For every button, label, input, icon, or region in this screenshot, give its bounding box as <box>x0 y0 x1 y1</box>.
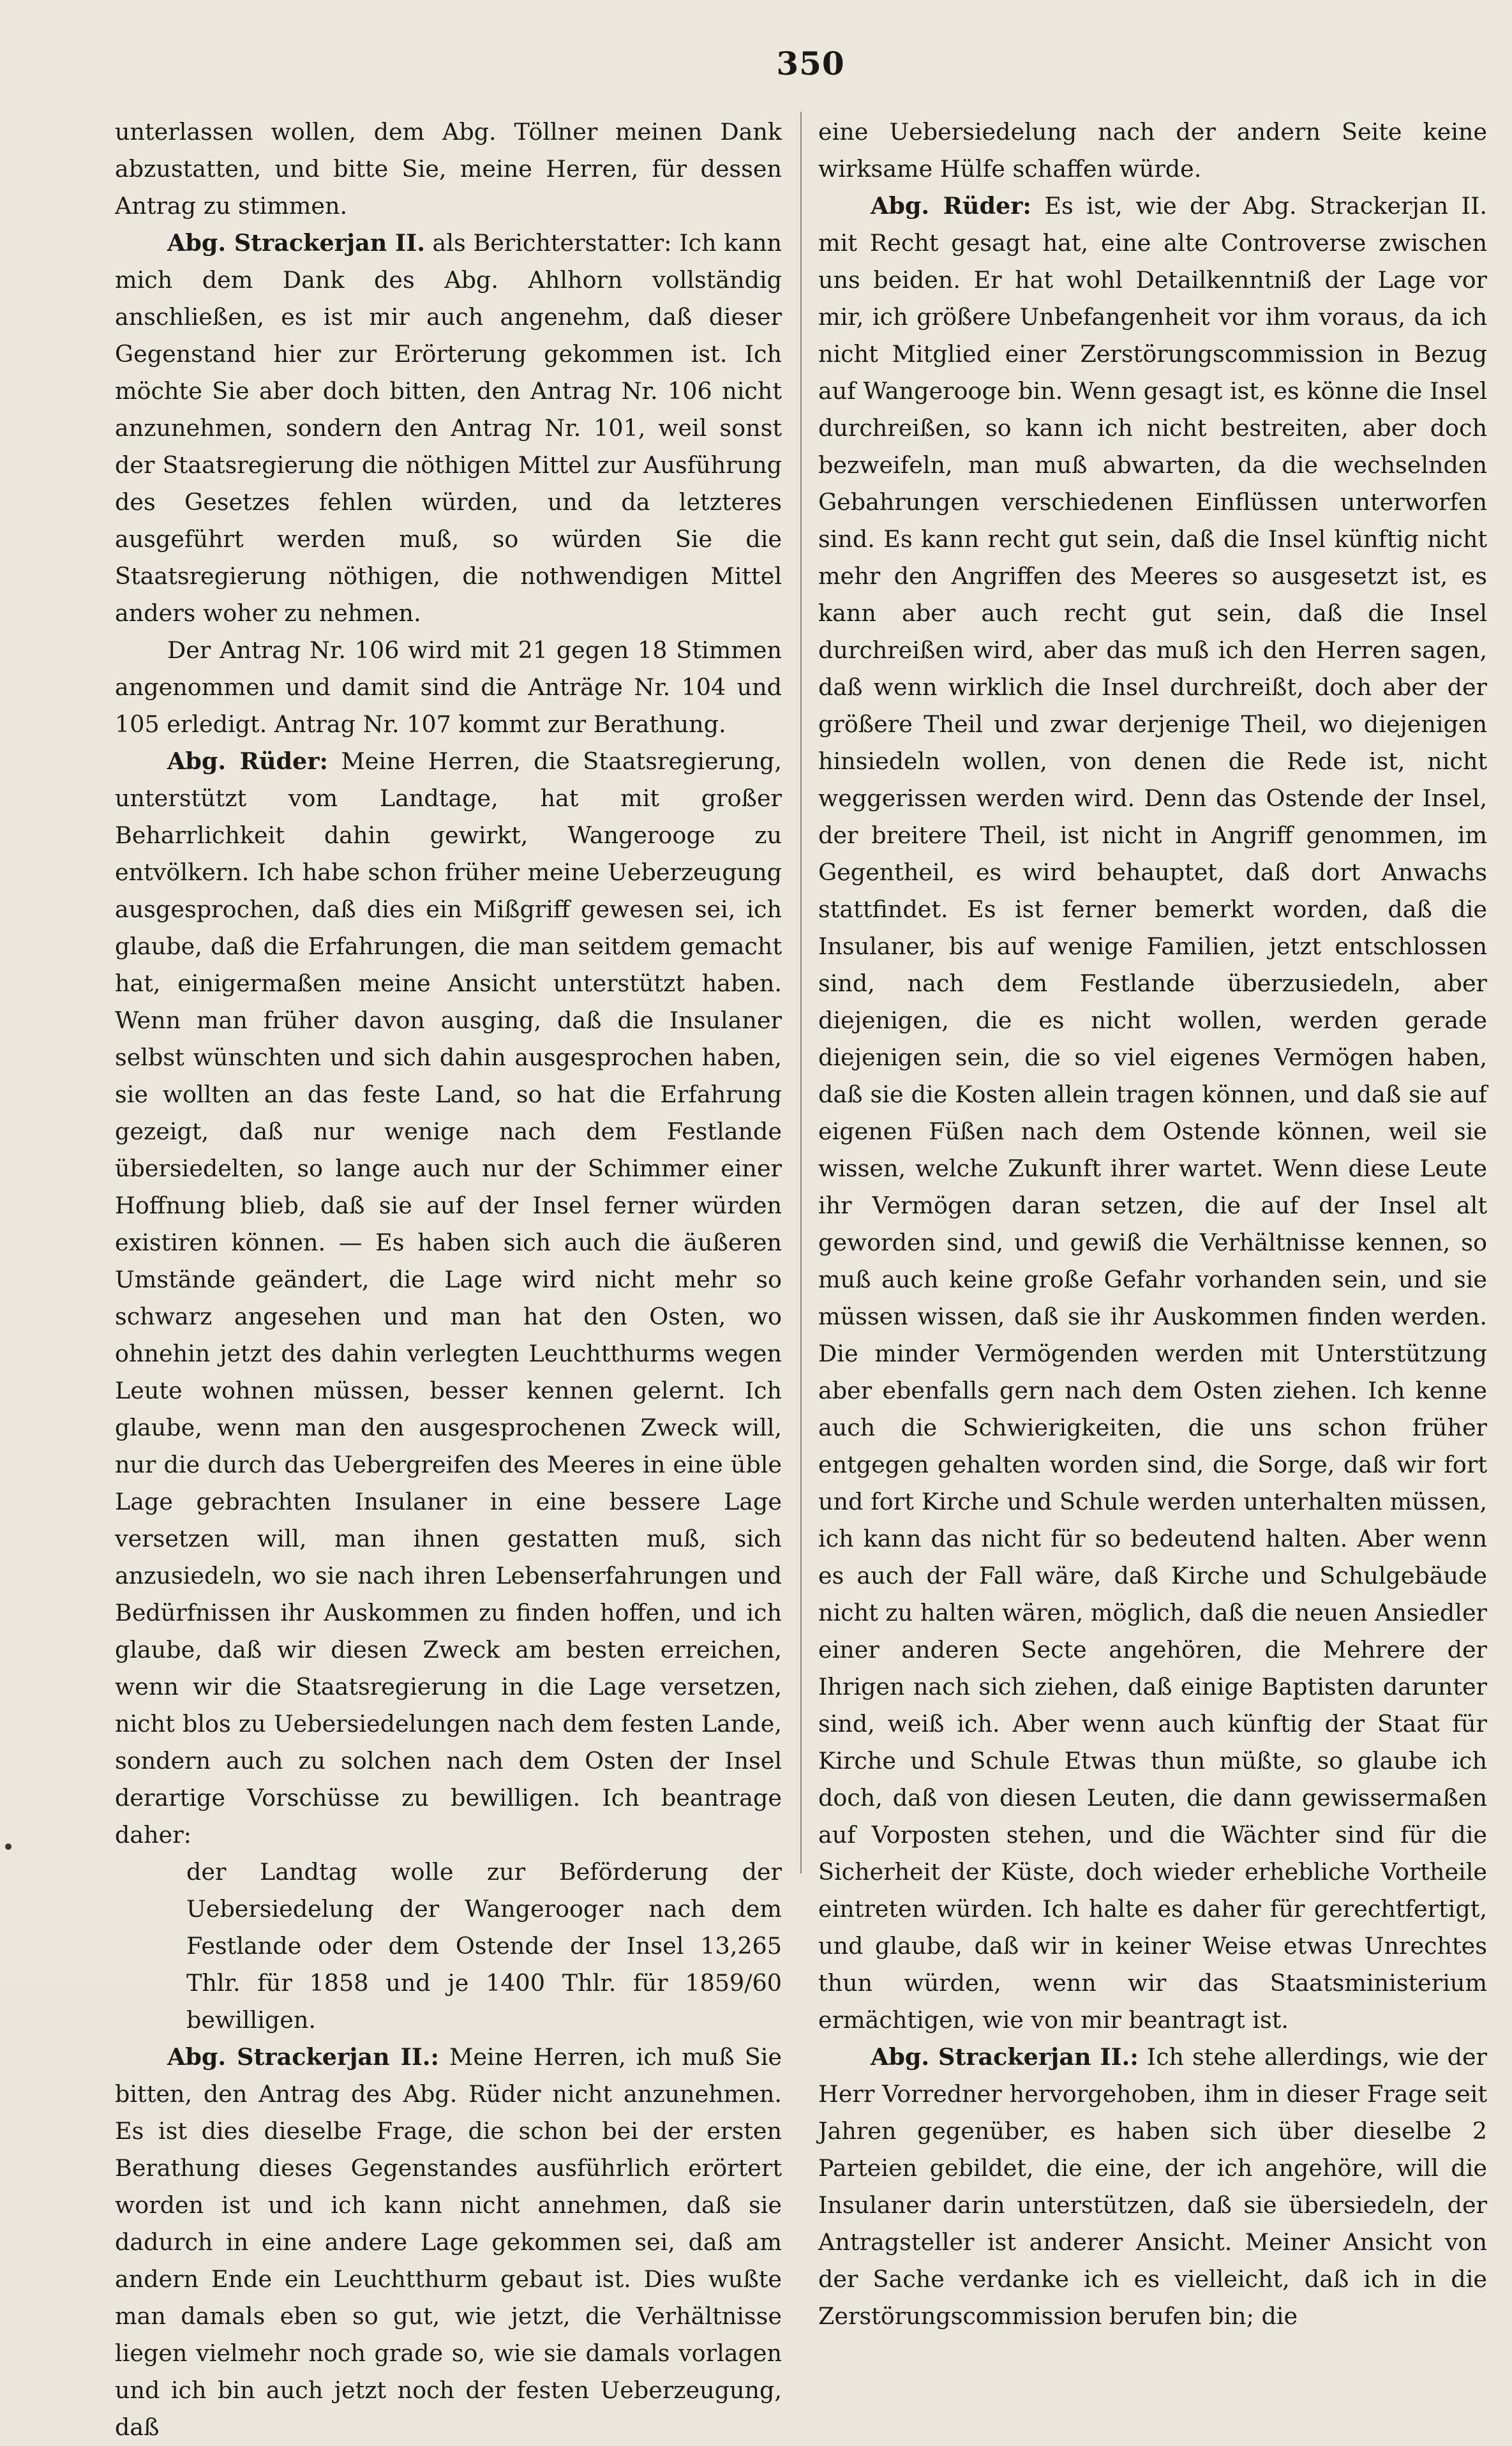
speaker-name: Abg. Strackerjan II.: <box>167 2043 439 2071</box>
motion-text: der Landtag wolle zur Beförderung der Uebersiedelung der Wangerooger nach dem Festlande oder dem Ostende der Insel 13,265 Thlr. für 1858 und je 1400 Thlr. für 1859/60 bewilligen. <box>186 1858 782 2034</box>
speaker-name: Abg. Rüder: <box>167 747 328 775</box>
speaker-name: Abg. Strackerjan II. <box>167 229 425 257</box>
paragraph <box>818 188 1487 2039</box>
speech-text: Ich stehe allerdings, wie der Herr Vorredner hervorgehoben, ihm in dieser Frage seit Jahren gegenüber, es haben sich über dieselbe 2 Parteien gebildet, die eine, der ich angehöre, will die Insulaner darin unterstützen, daß sie übersiedeln, der Antragsteller ist anderer Ansicht. Meiner Ansicht von der Sache verdanke ich es vielleicht, daß ich in die Zerstörungscommission berufen bin; die <box>818 2043 1487 2330</box>
paragraph: eine Uebersiedelung nach der andern Seite keine wirksame Hülfe schaffen würde. <box>818 118 1487 183</box>
paragraph: unterlassen wollen, dem Abg. Töllner meinen Dank abzustatten, und bitte Sie, meine Herren, für dessen Antrag zu stimmen. <box>115 118 782 220</box>
paragraph <box>818 2039 1487 2335</box>
page-number: 350 <box>776 45 845 82</box>
right-column <box>818 114 1487 2335</box>
paragraph <box>115 2039 782 2446</box>
speaker-name: Abg. Rüder: <box>871 192 1031 220</box>
speech-text: als Berichterstatter: Ich kann mich dem Dank des Abg. Ahlhorn vollständig anschließen, es ist mir auch angenehm, daß dieser Gegenstand hier zur Erörterung gekommen ist. Ich möchte Sie aber doch bitten, den Antrag Nr. 106 nicht anzunehmen, sondern den Antrag Nr. 101, weil sonst der Staatsregierung die nöthigen Mittel zur Ausführung des Gesetzes fehlen würden, und da letzteres ausgeführt werden muß, so würden Sie die Staatsregierung nöthigen, die nothwendigen Mittel anders woher zu nehmen. <box>115 229 782 627</box>
left-column <box>115 114 782 2446</box>
column-divider <box>800 112 802 1873</box>
speech-text: Es ist, wie der Abg. Strackerjan II. mit Recht gesagt hat, eine alte Controverse zwischen uns beiden. Er hat wohl Detailkenntniß der Lage vor mir, ich größere Unbefangenheit vor ihm voraus, da ich nicht Mitglied einer Zerstörungscommission in Bezug auf Wangerooge bin. Wenn gesagt ist, es könne die Insel durchreißen, so kann ich nicht bestreiten, aber doch bezweifeln, man muß abwarten, da die wechselnden Gebahrungen verschiedenen Einflüssen unterworfen sind. Es kann recht gut sein, daß die Insel künftig nicht mehr den Angriffen des Meeres so ausgesetzt ist, es kann aber auch recht gut sein, daß die Insel durchreißen wird, aber das muß ich den Herren sagen, daß wenn wirklich die Insel durchreißt, doch aber der größere Theil und zwar derjenige Theil, wo diejenigen hinsiedeln wollen, von denen die Rede ist, nicht weggerissen werden wird. Denn das Ostende der Insel, der breitere Theil, ist nicht in Angriff genommen, im Gegentheil, es wird behauptet, daß dort Anwachs stattfindet. Es ist ferner bemerkt worden, daß die Insulaner, bis auf wenige Familien, jetzt entschlossen sind, nach dem Festlande überzusiedeln, aber diejenigen, die es nicht wollen, werden gerade diejenigen sein, die so viel eigenes Vermögen haben, daß sie die Kosten allein tragen können, und daß sie auf eigenen Füßen nach dem Ostende können, weil sie wissen, welche Zukunft ihrer wartet. Wenn diese Leute ihr Vermögen daran setzen, die auf der Insel alt geworden sind, und gewiß die Verhältnisse kennen, so muß auch keine große Gefahr vorhanden sein, und sie müssen wissen, daß sie ihr Auskommen finden werden. Die minder Vermögenden werden mit Unterstützung aber ebenfalls gern nach dem Osten ziehen. Ich kenne auch die Schwierigkeiten, die uns schon früher entgegen gehalten worden sind, die Sorge, daß wir fort und fort Kirche und Schule werden unterhalten müssen, ich kann das nicht für so bedeutend halten. Aber wenn es auch der Fall wäre, daß Kirche und Schulgebäude nicht zu halten wären, möglich, daß die neuen Ansiedler einer anderen Secte angehören, die Mehrere der Ihrigen nach sich ziehen, daß einige Baptisten darunter sind, weiß ich. Aber wenn auch künftig der Staat für Kirche und Schule Etwas thun müßte, so glaube ich doch, daß von diesen Leuten, die dann gewissermaßen auf Vorposten stehen, und die Wächter sind für die Sicherheit der Küste, doch wieder erhebliche Vortheile eintreten würden. Ich halte es daher für gerechtfertigt, und glaube, daß wir in keiner Weise etwas Unrechtes thun würden, wenn wir das Staatsministerium ermächtigen, wie von mir beantragt ist. <box>818 192 1487 2034</box>
paragraph <box>115 743 782 1854</box>
speech-text: Meine Herren, die Staatsregierung, unterstützt vom Landtage, hat mit großer Beharrlichkeit dahin gewirkt, Wangerooge zu entvölkern. Ich habe schon früher meine Ueberzeugung ausgesprochen, daß dies ein Mißgriff gewesen sei, ich glaube, daß die Erfahrungen, die man seitdem gemacht hat, einigermaßen meine Ansicht unterstützt haben. Wenn man früher davon ausging, daß die Insulaner selbst wünschten und sich dahin ausgesprochen haben, sie wollten an das feste Land, so hat die Erfahrung gezeigt, daß nur wenige nach dem Festlande übersiedelten, so lange auch nur der Schimmer einer Hoffnung blieb, daß sie auf der Insel ferner würden existiren können. — Es haben sich auch die äußeren Umstände geändert, die Lage wird nicht mehr so schwarz angesehen und man hat den Osten, wo ohnehin jetzt des dahin verlegten Leuchtthurms wegen Leute wohnen müssen, besser kennen gelernt. Ich glaube, wenn man den ausgesprochenen Zweck will, nur die durch das Uebergreifen des Meeres in eine üble Lage gebrachten Insulaner in eine bessere Lage versetzen will, man ihnen gestatten muß, sich anzusiedeln, wo sie nach ihren Lebenserfahrungen und Bedürfnissen ihr Auskommen zu finden hoffen, und ich glaube, daß wir diesen Zweck am besten erreichen, wenn wir die Staatsregierung in die Lage versetzen, nicht blos zu Uebersiedelungen nach dem festen Lande, sondern auch zu solchen nach dem Osten der Insel derartige Vorschüsse zu bewilligen. Ich beantrage daher: <box>115 747 782 1849</box>
paragraph: Der Antrag Nr. 106 wird mit 21 gegen 18 Stimmen angenommen und damit sind die Anträge Nr. 104 und 105 erledigt. Antrag Nr. 107 kommt zur Berathung. <box>115 636 782 738</box>
speech-text: Meine Herren, ich muß Sie bitten, den Antrag des Abg. Rüder nicht anzunehmen. Es ist dies dieselbe Frage, die schon bei der ersten Berathung dieses Gegenstandes ausführlich erörtert worden ist und ich kann nicht annehmen, daß sie dadurch in eine andere Lage gekommen sei, daß am andern Ende ein Leuchtthurm gebaut ist. Dies wußte man damals eben so gut, wie jetzt, die Verhältnisse liegen vielmehr noch grade so, wie sie damals vorlagen und ich bin auch jetzt noch der festen Ueberzeugung, daß <box>115 2043 782 2441</box>
margin-dot <box>5 1843 11 1850</box>
speaker-name: Abg. Strackerjan II.: <box>871 2043 1139 2071</box>
paragraph <box>115 225 782 632</box>
